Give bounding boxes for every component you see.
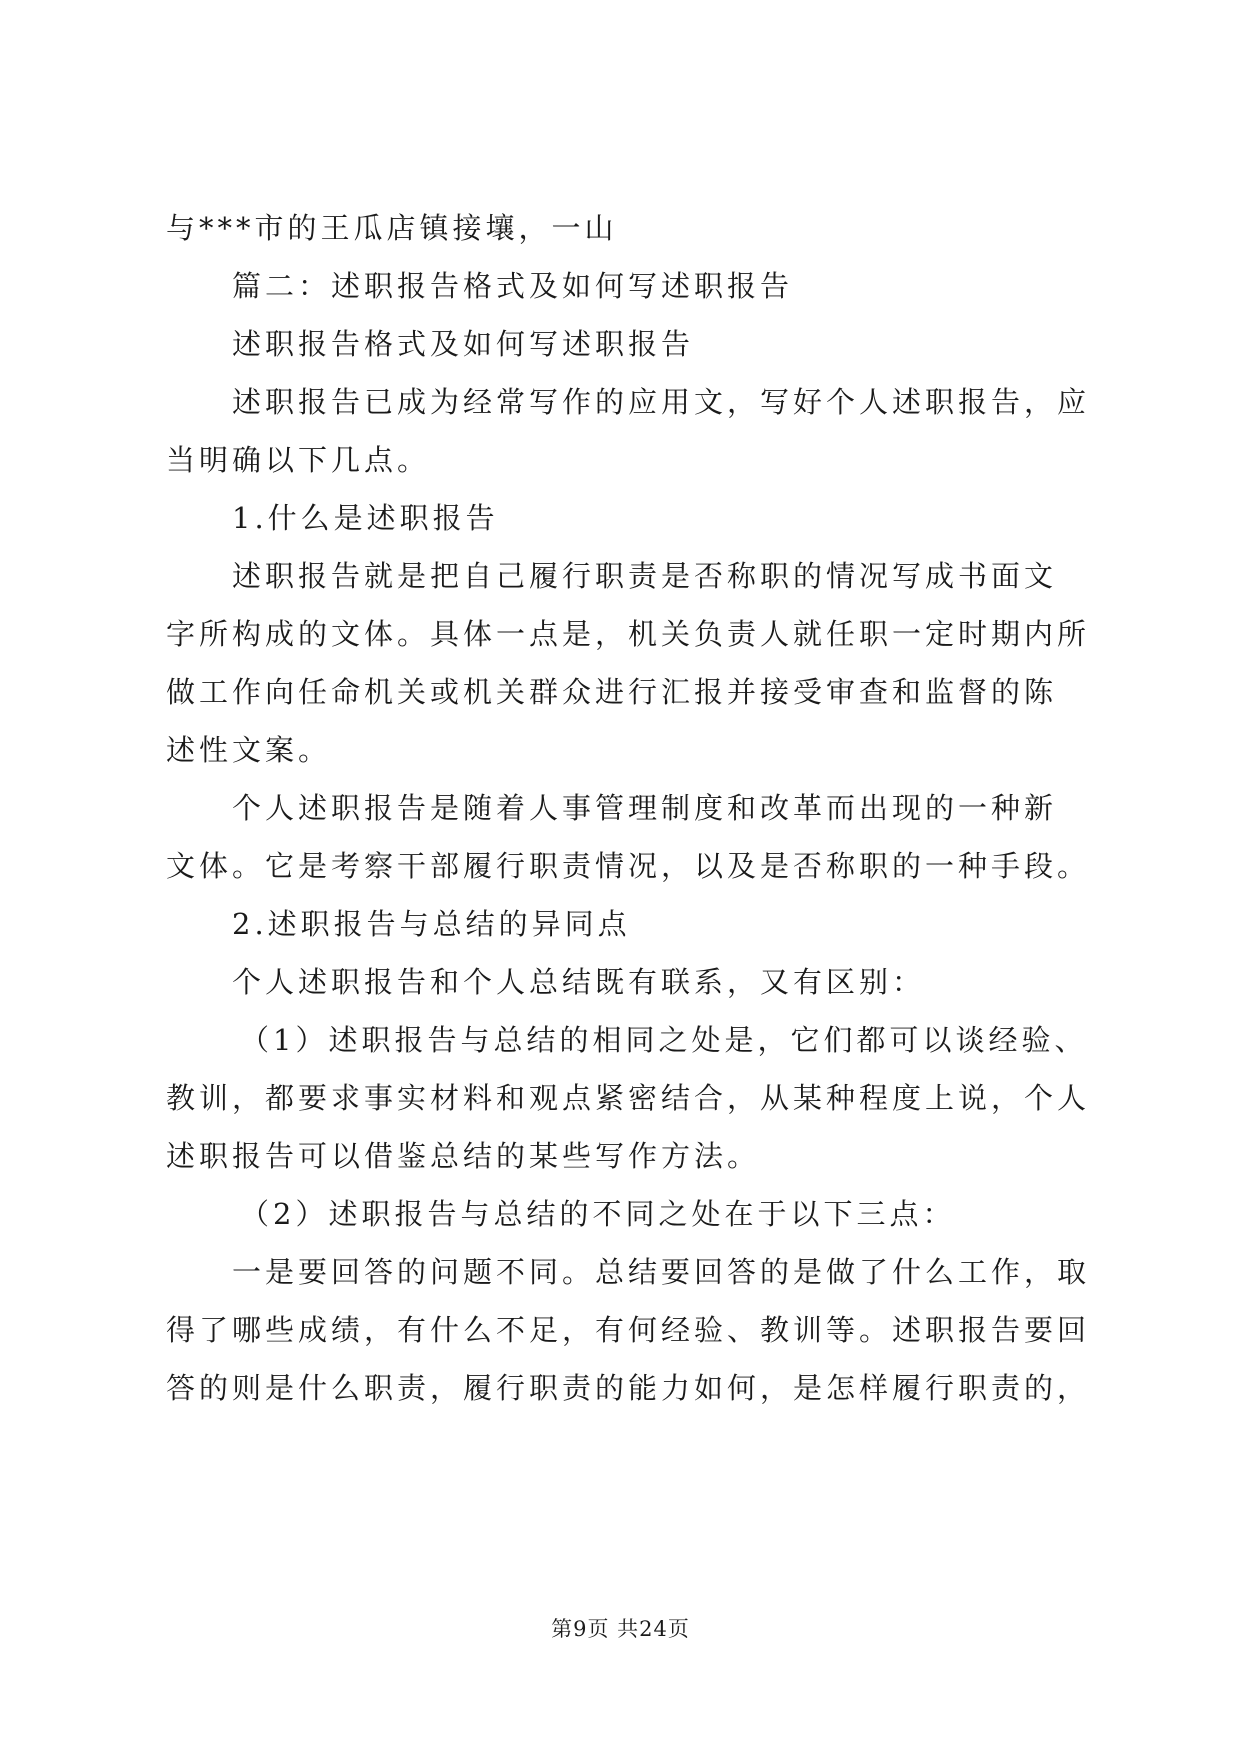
text-line: 述职报告可以借鉴总结的某些写作方法。 bbox=[166, 1139, 761, 1173]
text-line: 答的则是什么职责，履行职责的能力如何，是怎样履行职责的， bbox=[166, 1371, 1091, 1405]
text-line: 一是要回答的问题不同。总结要回答的是做了什么工作，取 bbox=[232, 1255, 1091, 1289]
text-line: 述职报告已成为经常写作的应用文，写好个人述职报告，应 bbox=[232, 385, 1091, 419]
text-line: 个人述职报告是随着人事管理制度和改革而出现的一种新 bbox=[232, 791, 1058, 825]
text-line: 述职报告就是把自己履行职责是否称职的情况写成书面文 bbox=[232, 559, 1058, 593]
text-line: 文体。它是考察干部履行职责情况，以及是否称职的一种手段。 bbox=[166, 849, 1091, 883]
text-line: 做工作向任命机关或机关群众进行汇报并接受审查和监督的陈 bbox=[166, 675, 1058, 709]
text-line: 与***市的王瓜店镇接壤，一山 bbox=[166, 211, 618, 245]
subheading: 1.什么是述职报告 bbox=[232, 501, 499, 535]
text-line: 个人述职报告和个人总结既有联系，又有区别： bbox=[232, 965, 926, 999]
article-title: 述职报告格式及如何写述职报告 bbox=[232, 327, 695, 361]
subheading: 2.述职报告与总结的异同点 bbox=[232, 907, 631, 941]
text-line: 字所构成的文体。具体一点是，机关负责人就任职一定时期内所 bbox=[166, 617, 1091, 651]
text-line: （1）述职报告与总结的相同之处是，它们都可以谈经验、 bbox=[240, 1023, 1088, 1057]
text-line: 当明确以下几点。 bbox=[166, 443, 431, 477]
text-line: 教训，都要求事实材料和观点紧密结合，从某种程度上说，个人 bbox=[166, 1081, 1091, 1115]
page-number-footer: 第9页 共24页 bbox=[551, 1617, 690, 1641]
section-heading: 篇二：述职报告格式及如何写述职报告 bbox=[232, 269, 794, 303]
text-line: 得了哪些成绩，有什么不足，有何经验、教训等。述职报告要回 bbox=[166, 1313, 1091, 1347]
text-line: （2）述职报告与总结的不同之处在于以下三点： bbox=[240, 1197, 956, 1231]
text-line: 述性文案。 bbox=[166, 733, 332, 767]
